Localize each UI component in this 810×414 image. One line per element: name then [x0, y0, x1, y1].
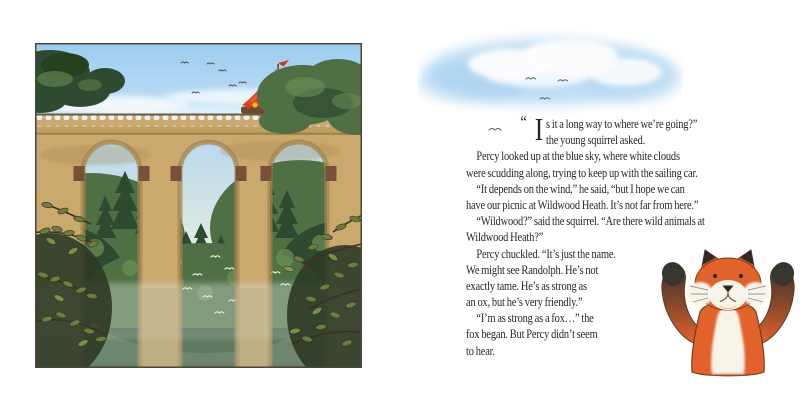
fox-head — [687, 250, 769, 310]
fox-body — [692, 302, 764, 376]
story-line: exactly tame. He’s as strong as — [466, 277, 587, 293]
fox-illustration — [650, 248, 806, 378]
story-line: “It depends on the wind,” he said, “but I hope we can — [476, 180, 685, 196]
story-line: fox began. But Percy didn’t seem — [466, 326, 598, 342]
story-line: We might see Randolph. He’s not — [466, 261, 599, 277]
story-line: Percy chuckled. “It’s just the name. — [476, 245, 616, 261]
story-line: Percy looked up at the blue sky, where white clouds — [476, 148, 680, 164]
fox-left-eye — [713, 274, 717, 278]
story-line: the young squirrel asked. — [546, 132, 646, 148]
viaduct-illustration — [35, 43, 362, 368]
cloud-illustration — [418, 20, 683, 125]
story-line: Wildwood Heath?” — [466, 229, 544, 245]
story-line: “I’m as strong as a fox…” the — [476, 310, 594, 326]
drop-cap-quote: “ — [520, 112, 527, 132]
story-line: were scudding along, trying to keep up with the sailing car. — [466, 164, 698, 180]
fox-right-eye — [739, 274, 743, 278]
story-line: an ox, but he’s very friendly.” — [466, 294, 583, 310]
story-line: to hear. — [466, 342, 495, 358]
story-line: “Wildwood?” said the squirrel. “Are there wild animals at — [476, 213, 705, 229]
story-line: s it a long way to where we’re going?” — [546, 116, 698, 131]
drop-cap: I — [534, 111, 544, 147]
story-line: have our picnic at Wildwood Heath. It’s not far from here.” — [466, 196, 699, 212]
